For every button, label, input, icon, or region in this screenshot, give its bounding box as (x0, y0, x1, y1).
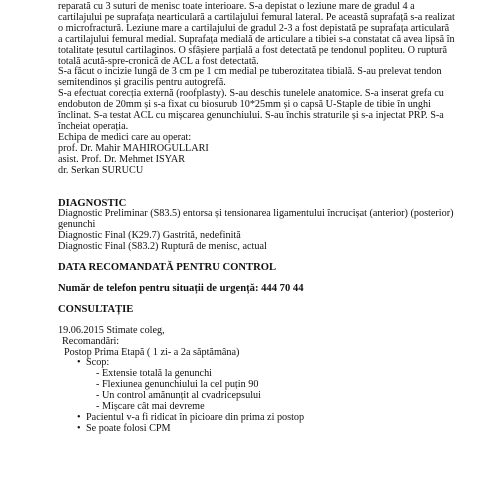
diagnostic-line: genunchi (58, 219, 96, 231)
text-line: semitendinos și gracilis pentru autogrefă. (58, 77, 226, 89)
team-member: asist. Prof. Dr. Mehmet ISYAR (58, 153, 186, 165)
list-item (86, 424, 480, 435)
diagnostic-line: Diagnostic Preliminar (S83.5) entorsa și tensionarea ligamentului încrucișat (anterior) (posterior) (58, 208, 454, 220)
text-line: totală acută-spre-cronică de ACL a fost detectată. (58, 55, 259, 67)
text-line: încheiat operația. (58, 120, 129, 132)
emergency-phone: Număr de telefon pentru situații de urgență: 444 70 44 (58, 282, 304, 294)
text-line: înclinat. S-a testat ACL cu mișcarea genunchiului. S-au închis straturile și s-a injectat PRP. S-a (58, 110, 444, 122)
document-page (58, 2, 480, 435)
operation-description (58, 2, 480, 133)
text-line: reparată cu 3 suturi de menisc toate interioare. S-a depistat o leziune mare de gradul 4 a (58, 1, 415, 12)
diagnostic-line: Diagnostic Final (K29.7) Gastrită, nedefinită (58, 230, 241, 242)
diagnostic-line: Diagnostic Final (S83.2) Ruptură de menisc, actual (58, 241, 267, 253)
list-item-label: Scop: (86, 357, 110, 369)
recommendations-label: Recomandări: (62, 335, 120, 347)
text-line: cartilajului pe suprafața nearticulară a cartilajului femural lateral. Pe această suprafață s-a realizat (58, 11, 455, 23)
text-line: endobuton de 20mm și s-a fixat cu biosurub 10*25mm și o capsă U-Staple de tibie în unghi (58, 99, 431, 111)
diagnostic-section (58, 199, 480, 254)
list-item-label: Mișcare cât mai devreme (101, 401, 205, 413)
list-item-label: Flexiunea genunchiului la cel puțin 90 (101, 379, 259, 391)
list-item (86, 358, 480, 413)
consultation-heading: CONSULTAȚIE (58, 303, 134, 315)
control-section (58, 263, 480, 295)
team-member: dr. Serkan SURUCU (58, 164, 144, 176)
recommendation-list (58, 358, 480, 434)
list-item-label: Pacientul v-a fi ridicat în picioare din prima zi postop (86, 412, 305, 423)
postop-stage: Postop Prima Etapă ( 1 zi- a 2a săptămâna) (64, 346, 240, 358)
team-heading: Echipa de medici care au operat: (58, 131, 192, 143)
consultation-date: 19.06.2015 Stimate coleg, (58, 324, 165, 336)
goal-list (86, 369, 480, 413)
team-member: prof. Dr. Mahir MAHIROGULLARI (58, 142, 209, 154)
surgical-team (58, 133, 480, 177)
text-line: a cartilajului femural medial. Suprafața medială de articulare a tibiei s-a constatat că avea lipsă în (58, 33, 455, 45)
consultation-section (58, 305, 480, 435)
diagnostic-heading: DIAGNOSTIC (58, 197, 127, 209)
text-line: S-a făcut o incizie lungă de 3 cm pe 1 cm medial pe tuberozitatea tibială. S-au prelevat tendon (58, 66, 442, 78)
list-item-label: Extensie totală la genunchi (101, 368, 212, 380)
text-line: totalitate țesutul cartilaginos. O sfâșiere parțială a fost detectată pe tendonul popliteu. O ruptură (58, 44, 447, 56)
control-heading: DATA RECOMANDATĂ PENTRU CONTROL (58, 262, 277, 274)
text-line: o microfractură. Leziune mare a cartilajului de gradul 2-3 a fost depistată pe suprafața articulară (58, 22, 450, 34)
list-item-label: Se poate folosi CPM (86, 422, 171, 434)
text-line: S-a efectuat corecția externă (roofplasty). S-au deschis tunelele anatomice. S-a inserat grefa cu (58, 88, 444, 100)
list-item-label: Un control amănunțit al cvadricepsului (101, 390, 261, 402)
